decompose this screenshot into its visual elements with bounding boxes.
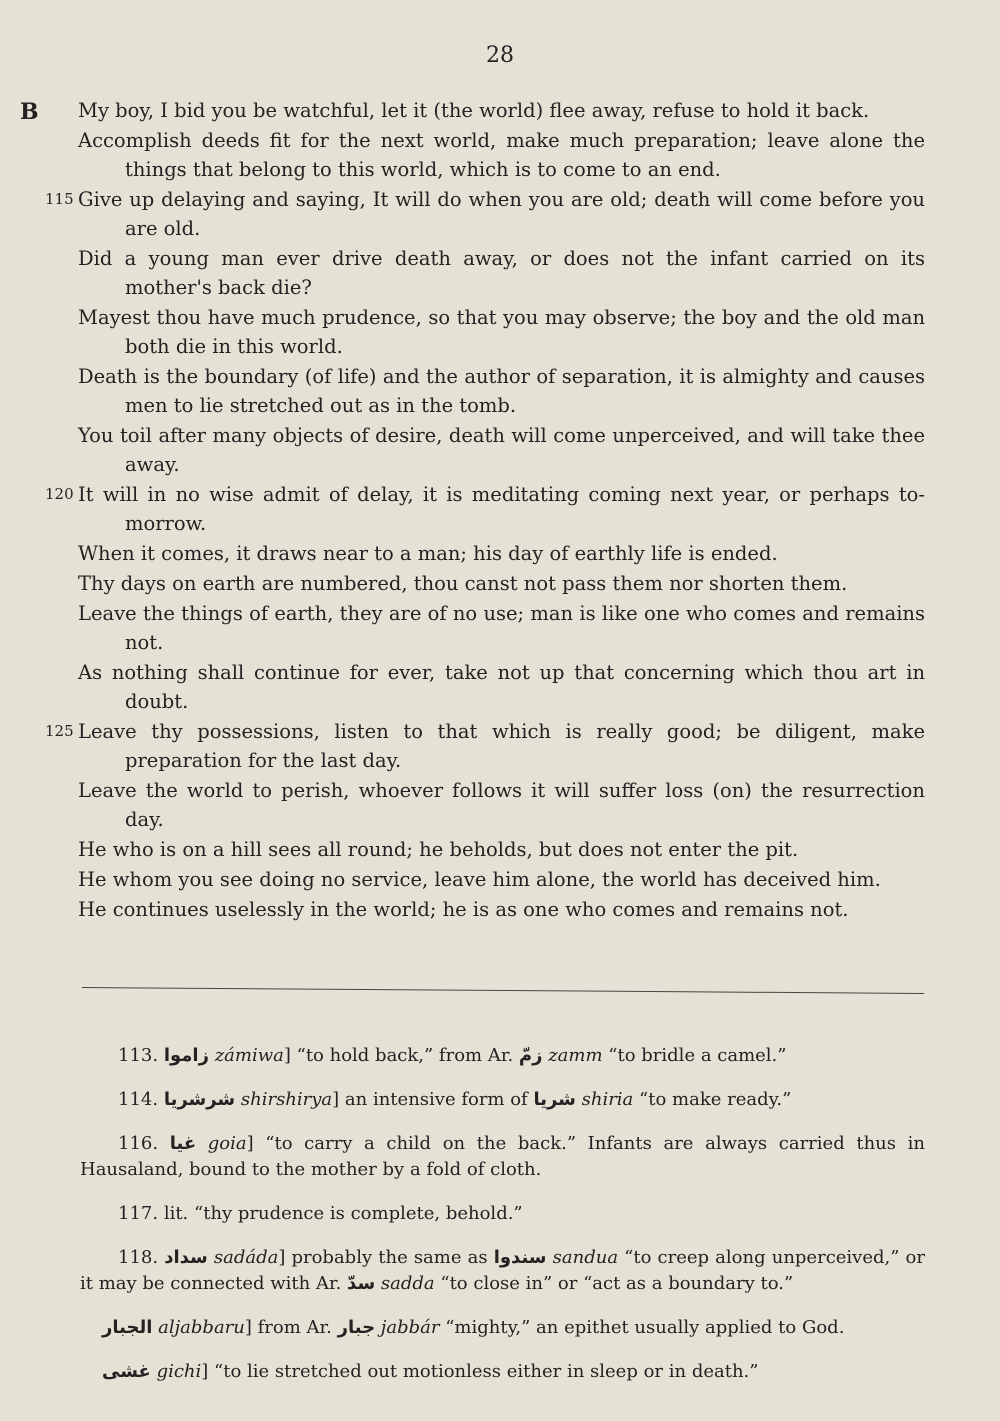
verse-text: He whom you see doing no service, leave him alone, the world has deceived him. <box>78 868 881 891</box>
transliteration: jabbár <box>380 1317 440 1338</box>
page-number: 28 <box>486 43 514 68</box>
transliteration: gichi <box>156 1361 202 1382</box>
arabic-word: سندوا <box>493 1247 547 1268</box>
verse <box>45 362 925 420</box>
verse-text: Did a young man ever drive death away, or does not the infant carried on its mother's back die? <box>78 247 925 299</box>
verse <box>45 835 925 864</box>
transliteration: shiria <box>581 1089 634 1110</box>
verse <box>45 895 925 924</box>
footnote-114 <box>80 1087 925 1113</box>
transliteration: aljabbaru <box>158 1317 245 1338</box>
verse-text: Leave thy possessions, listen to that which is really good; be diligent, make preparation for the last day. <box>78 720 925 772</box>
note-text: ] “to carry a child on the back.” Infants are always carried thus in Hausaland, bound to the mother by a fold of cloth. <box>80 1133 925 1180</box>
note-text: “mighty,” an epithet usually applied to God. <box>439 1317 845 1338</box>
footnote-divider <box>82 987 924 994</box>
verse-text: You toil after many objects of desire, death will come unperceived, and will take thee away. <box>78 424 925 476</box>
verse <box>45 569 925 598</box>
verse-text: Leave the things of earth, they are of no use; man is like one who comes and remains not. <box>78 602 925 654</box>
verse <box>45 480 925 538</box>
note-text: “to make ready.” <box>633 1089 792 1110</box>
verse-number: 115 <box>45 190 74 208</box>
verse-text: Leave the world to perish, whoever follows it will suffer loss (on) the resurrection day. <box>78 779 925 831</box>
arabic-word: غشى <box>102 1361 151 1382</box>
verse <box>45 126 925 184</box>
note-text: “to close in” or “act as a boundary to.” <box>434 1273 794 1294</box>
verse-text: My boy, I bid you be watchful, let it (the world) flee away, refuse to hold it back. <box>78 99 870 122</box>
note-text: ] probably the same as <box>278 1247 494 1268</box>
arabic-word: سداد <box>164 1247 208 1268</box>
note-number: 113. <box>118 1045 159 1066</box>
arabic-word: غيا <box>169 1133 197 1154</box>
verse-text: Death is the boundary (of life) and the author of separation, it is almighty and causes men to lie stretched out as in the tomb. <box>78 365 925 417</box>
note-text: ] “to lie stretched out motionless either in sleep or in death.” <box>201 1361 759 1382</box>
note-text: “to creep along unperceived,” or it may be connected with Ar. <box>80 1247 926 1294</box>
note-number: 114. <box>118 1089 159 1110</box>
verse <box>45 865 925 894</box>
verse-text: As nothing shall continue for ever, take not up that concerning which thou art in doubt. <box>78 661 925 713</box>
verse <box>45 717 925 775</box>
verse <box>45 599 925 657</box>
note-number: 117. <box>118 1203 159 1224</box>
verse <box>45 421 925 479</box>
verse-number: 125 <box>45 722 74 740</box>
verse-text: When it comes, it draws near to a man; his day of earthly life is ended. <box>78 542 778 565</box>
note-text: ] an intensive form of <box>332 1089 534 1110</box>
transliteration: sadáda <box>213 1247 279 1268</box>
transliteration: goia <box>207 1133 247 1154</box>
verse-text: He who is on a hill sees all round; he beholds, but does not enter the pit. <box>78 838 799 861</box>
arabic-word: شرشريا <box>163 1089 236 1110</box>
verse-text: He continues uselessly in the world; he is as one who comes and remains not. <box>78 898 849 921</box>
transliteration: shirshirya <box>240 1089 333 1110</box>
transliteration: sadda <box>380 1273 435 1294</box>
footnote-118-gichi <box>80 1359 925 1385</box>
verse <box>45 658 925 716</box>
verse-number: 120 <box>45 485 74 503</box>
note-number: 118. <box>118 1247 159 1268</box>
arabic-word: زمّ <box>518 1045 543 1066</box>
verse <box>45 244 925 302</box>
verse <box>45 96 925 125</box>
transliteration: zamm <box>548 1045 603 1066</box>
verse <box>45 539 925 568</box>
verse-text: Mayest thou have much prudence, so that you may observe; the boy and the old man both die in this world. <box>78 306 925 358</box>
note-number: 116. <box>118 1133 159 1154</box>
transliteration: sandua <box>552 1247 619 1268</box>
note-text: ] from Ar. <box>244 1317 338 1338</box>
footnote-118-aljabbaru <box>80 1315 925 1341</box>
arabic-word: سدّ <box>347 1273 376 1294</box>
transliteration: zámiwa <box>214 1045 284 1066</box>
footnotes <box>80 1025 925 1389</box>
verse <box>45 185 925 243</box>
arabic-word: شريا <box>533 1089 576 1110</box>
footnote-117 <box>80 1201 925 1227</box>
section-letter: B <box>20 99 39 125</box>
verse-text: Accomplish deeds fit for the next world, make much preparation; leave alone the things that belong to this world, which is to come to an end. <box>78 129 925 181</box>
verse-list <box>45 96 925 925</box>
footnote-113 <box>80 1043 925 1069</box>
verse-text: It will in no wise admit of delay, it is meditating coming next year, or perhaps to-morrow. <box>78 483 925 535</box>
verse <box>45 303 925 361</box>
arabic-word: زاموا <box>163 1045 209 1066</box>
arabic-word: الجبار <box>102 1317 153 1338</box>
note-text: ] “to hold back,” from Ar. <box>283 1045 519 1066</box>
verse-text: Give up delaying and saying, It will do when you are old; death will come before you are old. <box>78 188 925 240</box>
verse <box>45 776 925 834</box>
footnote-116 <box>80 1131 925 1183</box>
note-text: “to bridle a camel.” <box>602 1045 787 1066</box>
verse-text: Thy days on earth are numbered, thou canst not pass them nor shorten them. <box>78 572 848 595</box>
footnote-118 <box>80 1245 925 1297</box>
arabic-word: جبار <box>337 1317 376 1338</box>
note-text: lit. “thy prudence is complete, behold.” <box>163 1203 523 1224</box>
